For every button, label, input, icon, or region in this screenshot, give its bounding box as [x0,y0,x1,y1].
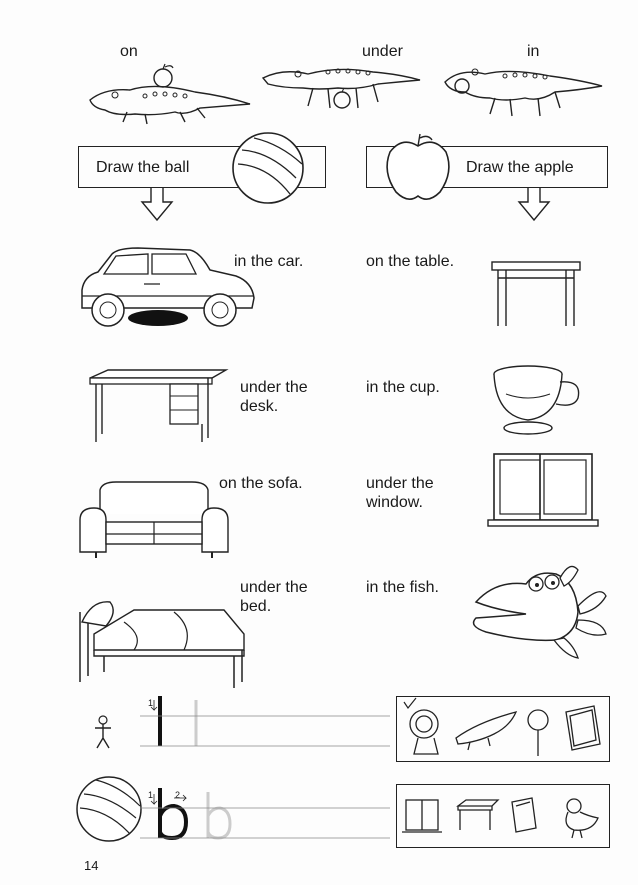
b-writing-lines [140,786,390,842]
bed-icon [74,592,250,688]
draw-ball-label: Draw the ball [96,159,190,176]
b-stroke-number-2: 2 [175,790,181,800]
lion-icon [410,710,438,754]
l-writing-lines [140,694,390,750]
cup-icon [490,362,586,438]
l-pictures [398,698,606,758]
apple-prompt-4: in the fish. [366,579,439,596]
b-pictures [398,786,606,844]
fish-icon [466,562,610,660]
crocodile-icon [456,712,516,750]
window-small-icon [402,800,442,832]
book-small-icon [512,798,536,832]
crocodile-apple-in-icon [440,62,605,122]
word-under: under [362,43,403,60]
book-icon [566,706,600,750]
desk-icon [88,368,228,444]
window-icon [486,452,598,530]
crocodile-apple-under-icon [258,56,423,118]
bird-icon [566,799,598,838]
crocodile-apple-on-icon [85,64,255,126]
car-icon [78,246,256,332]
word-on: on [120,43,138,60]
ball-prompt-3: on the sofa. [219,475,303,492]
ball-prompt-1: in the car. [234,253,304,270]
apple-prompt-2: in the cup. [366,379,440,396]
lollipop-icon [528,710,548,756]
l-stroke-number: 1 [148,698,154,708]
sofa-icon [76,480,232,558]
ball-small-icon [74,774,144,844]
apple-icon [382,132,454,204]
word-in: in [527,43,540,60]
table-small-icon [458,800,498,830]
draw-apple-label: Draw the apple [466,159,574,176]
table-icon [490,258,582,328]
apple-prompt-3: under the window. [366,475,434,511]
apple-prompt-1: on the table. [366,253,455,270]
ball-prompt-4: under the bed. [240,579,308,615]
page-number: 14 [84,858,99,873]
arrow-down-icon [140,188,174,222]
ball-prompt-2: under the desk. [240,379,308,415]
child-figure-icon [92,714,114,750]
arrow-down-icon [517,188,551,222]
b-stroke-number-1: 1 [148,790,154,800]
ball-icon [230,130,306,206]
